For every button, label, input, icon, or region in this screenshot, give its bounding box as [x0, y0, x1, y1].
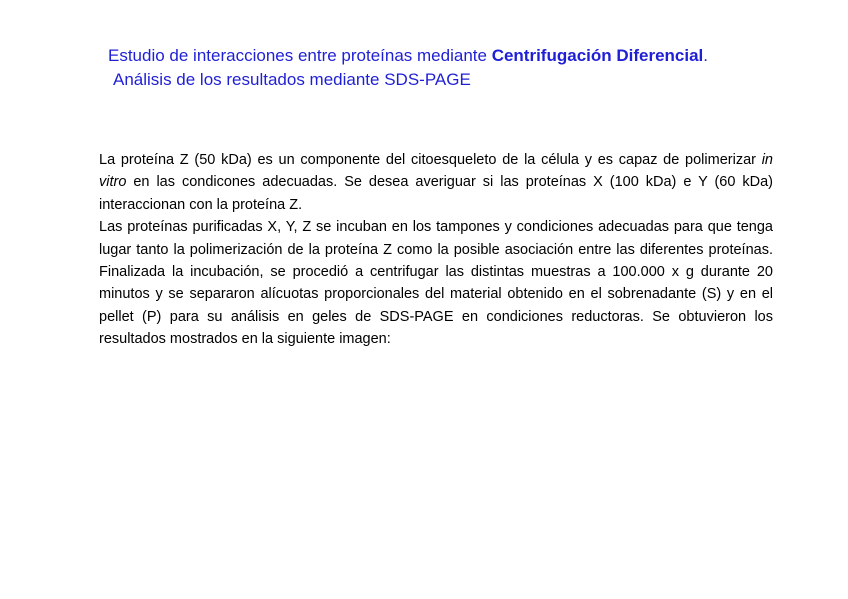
title-line-2: Análisis de los resultados mediante SDS-PAGE — [113, 70, 471, 89]
title-line-1-prefix: Estudio de interacciones entre proteínas mediante — [108, 46, 492, 65]
slide-title — [100, 44, 800, 92]
body-paragraph-1-part-1: La proteína Z (50 kDa) es un componente del citoesqueleto de la célula y es capaz de polimerizar — [99, 152, 762, 168]
body-text — [99, 149, 773, 351]
body-paragraph-1 — [99, 149, 773, 216]
title-line-1-suffix: . — [703, 46, 709, 65]
body-paragraph-1-part-2: en las condicones adecuadas. Se desea averiguar si las proteínas X (100 kDa) e Y (60 kDa) interaccionan con la proteína Z. — [99, 174, 773, 213]
title-line-1-bold: Centrifugación Diferencial — [491, 46, 704, 65]
body-paragraph-2: Las proteínas purificadas X, Y, Z se incuban en los tampones y condiciones adecuadas para que tenga lugar tanto la polimerización de la proteína Z como la posible asociación entre las diferentes proteínas. Finalizada la incubación, se procedió a centrifugar las distintas muestras a 100.000 x g durante 20 minutos y se separaron alícuotas proporcionales del material obtenido en el sobrenadante (S) y en el pellet (P) para su análisis en geles de SDS-PAGE en condiciones reductoras. Se obtuvieron los resultados mostrados en la siguiente imagen: — [99, 219, 773, 348]
title-line-1 — [100, 44, 800, 68]
body-paragraph-1-italic: in vitro — [99, 152, 773, 191]
